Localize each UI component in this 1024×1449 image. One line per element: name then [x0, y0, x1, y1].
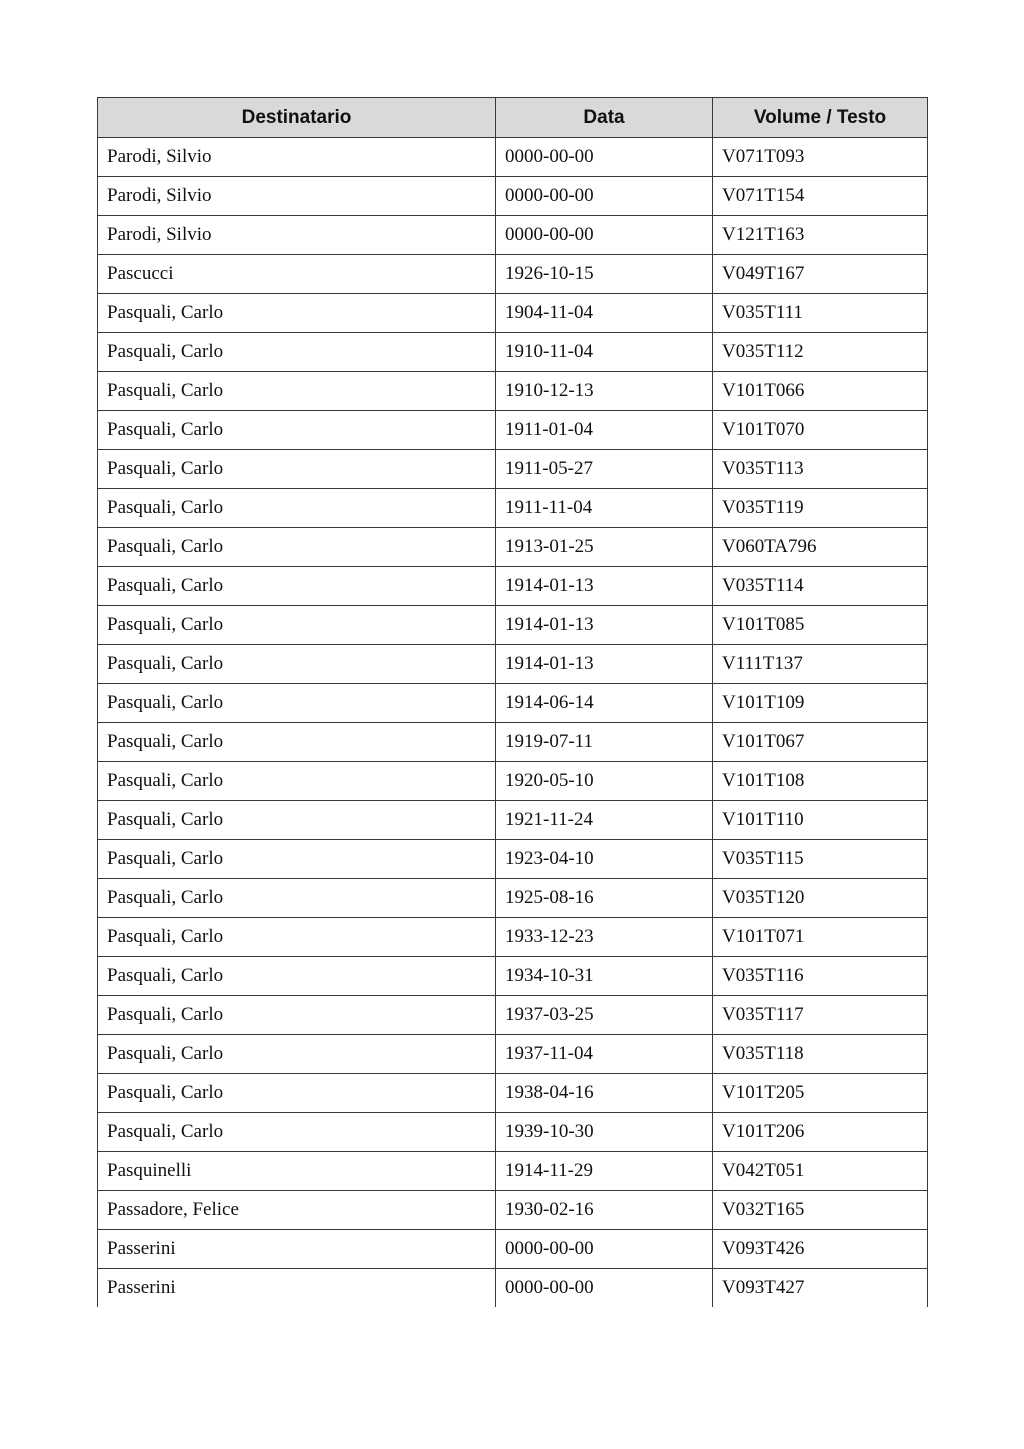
table-row [98, 567, 928, 606]
volume-text-cell: V101T071 [713, 918, 928, 957]
date-cell: 1923-04-10 [496, 840, 713, 879]
volume-text-cell: V035T115 [713, 840, 928, 879]
date-cell: 1911-11-04 [496, 489, 713, 528]
recipient-cell: Parodi, Silvio [98, 177, 496, 216]
table-row [98, 333, 928, 372]
volume-text-cell: V101T108 [713, 762, 928, 801]
date-cell: 1937-11-04 [496, 1035, 713, 1074]
table-row [98, 762, 928, 801]
recipient-cell: Pasquinelli [98, 1152, 496, 1191]
recipient-cell: Pasquali, Carlo [98, 489, 496, 528]
column-header-destinatario: Destinatario [98, 98, 496, 138]
table-row [98, 1152, 928, 1191]
table-row [98, 723, 928, 762]
volume-text-cell: V035T118 [713, 1035, 928, 1074]
table-row [98, 411, 928, 450]
recipient-cell: Pasquali, Carlo [98, 918, 496, 957]
recipient-cell: Pasquali, Carlo [98, 684, 496, 723]
table-row [98, 138, 928, 177]
recipient-cell: Pasquali, Carlo [98, 723, 496, 762]
table-row [98, 489, 928, 528]
date-cell: 1930-02-16 [496, 1191, 713, 1230]
table-row [98, 216, 928, 255]
date-cell: 1914-01-13 [496, 567, 713, 606]
date-cell: 1911-01-04 [496, 411, 713, 450]
table-row [98, 1035, 928, 1074]
volume-text-cell: V101T066 [713, 372, 928, 411]
date-cell: 1939-10-30 [496, 1113, 713, 1152]
recipient-cell: Pasquali, Carlo [98, 1035, 496, 1074]
table-row [98, 879, 928, 918]
recipient-cell: Pasquali, Carlo [98, 528, 496, 567]
volume-text-cell: V101T205 [713, 1074, 928, 1113]
recipient-cell: Passerini [98, 1230, 496, 1269]
table-row [98, 996, 928, 1035]
table-row [98, 606, 928, 645]
volume-text-cell: V101T070 [713, 411, 928, 450]
header-row [98, 98, 928, 138]
table-row [98, 1269, 928, 1308]
volume-text-cell: V060TA796 [713, 528, 928, 567]
table-row [98, 645, 928, 684]
recipient-cell: Pasquali, Carlo [98, 1113, 496, 1152]
recipient-cell: Pasquali, Carlo [98, 762, 496, 801]
date-cell: 1904-11-04 [496, 294, 713, 333]
volume-text-cell: V032T165 [713, 1191, 928, 1230]
table-row [98, 684, 928, 723]
recipient-cell: Pasquali, Carlo [98, 567, 496, 606]
volume-text-cell: V121T163 [713, 216, 928, 255]
volume-text-cell: V035T119 [713, 489, 928, 528]
date-cell: 1914-06-14 [496, 684, 713, 723]
recipient-cell: Pasquali, Carlo [98, 1074, 496, 1113]
date-cell: 0000-00-00 [496, 138, 713, 177]
date-cell: 0000-00-00 [496, 177, 713, 216]
volume-text-cell: V071T154 [713, 177, 928, 216]
volume-text-cell: V035T113 [713, 450, 928, 489]
date-cell: 1925-08-16 [496, 879, 713, 918]
recipient-cell: Pasquali, Carlo [98, 606, 496, 645]
table-row [98, 840, 928, 879]
table-row [98, 1074, 928, 1113]
date-cell: 1933-12-23 [496, 918, 713, 957]
date-cell: 1914-11-29 [496, 1152, 713, 1191]
volume-text-cell: V049T167 [713, 255, 928, 294]
date-cell: 1911-05-27 [496, 450, 713, 489]
volume-text-cell: V042T051 [713, 1152, 928, 1191]
table-row [98, 294, 928, 333]
recipient-cell: Pasquali, Carlo [98, 333, 496, 372]
volume-text-cell: V101T109 [713, 684, 928, 723]
table-row [98, 1113, 928, 1152]
date-cell: 0000-00-00 [496, 1269, 713, 1308]
date-cell: 1910-12-13 [496, 372, 713, 411]
letters-index-table [97, 97, 928, 1307]
volume-text-cell: V035T117 [713, 996, 928, 1035]
recipient-cell: Pasquali, Carlo [98, 294, 496, 333]
recipient-cell: Pasquali, Carlo [98, 411, 496, 450]
volume-text-cell: V035T120 [713, 879, 928, 918]
table-body [98, 138, 928, 1308]
volume-text-cell: V101T110 [713, 801, 928, 840]
date-cell: 1921-11-24 [496, 801, 713, 840]
date-cell: 1938-04-16 [496, 1074, 713, 1113]
recipient-cell: Pascucci [98, 255, 496, 294]
date-cell: 1910-11-04 [496, 333, 713, 372]
recipient-cell: Pasquali, Carlo [98, 879, 496, 918]
recipient-cell: Parodi, Silvio [98, 138, 496, 177]
date-cell: 0000-00-00 [496, 216, 713, 255]
recipient-cell: Pasquali, Carlo [98, 450, 496, 489]
volume-text-cell: V035T112 [713, 333, 928, 372]
volume-text-cell: V035T111 [713, 294, 928, 333]
table-row [98, 177, 928, 216]
recipient-cell: Passadore, Felice [98, 1191, 496, 1230]
recipient-cell: Parodi, Silvio [98, 216, 496, 255]
table-row [98, 918, 928, 957]
date-cell: 1913-01-25 [496, 528, 713, 567]
volume-text-cell: V035T114 [713, 567, 928, 606]
recipient-cell: Pasquali, Carlo [98, 957, 496, 996]
recipient-cell: Passerini [98, 1269, 496, 1308]
table-row [98, 1191, 928, 1230]
table-row [98, 801, 928, 840]
date-cell: 1934-10-31 [496, 957, 713, 996]
date-cell: 1914-01-13 [496, 606, 713, 645]
table-row [98, 255, 928, 294]
recipient-cell: Pasquali, Carlo [98, 372, 496, 411]
volume-text-cell: V071T093 [713, 138, 928, 177]
volume-text-cell: V093T427 [713, 1269, 928, 1308]
volume-text-cell: V101T067 [713, 723, 928, 762]
recipient-cell: Pasquali, Carlo [98, 645, 496, 684]
date-cell: 1914-01-13 [496, 645, 713, 684]
volume-text-cell: V101T085 [713, 606, 928, 645]
date-cell: 1920-05-10 [496, 762, 713, 801]
column-header-data: Data [496, 98, 713, 138]
table-row [98, 957, 928, 996]
table-row [98, 372, 928, 411]
table-row [98, 450, 928, 489]
volume-text-cell: V111T137 [713, 645, 928, 684]
volume-text-cell: V101T206 [713, 1113, 928, 1152]
table-row [98, 1230, 928, 1269]
date-cell: 1926-10-15 [496, 255, 713, 294]
table-row [98, 528, 928, 567]
volume-text-cell: V035T116 [713, 957, 928, 996]
table-header [98, 98, 928, 138]
column-header-volume-testo: Volume / Testo [713, 98, 928, 138]
date-cell: 0000-00-00 [496, 1230, 713, 1269]
recipient-cell: Pasquali, Carlo [98, 996, 496, 1035]
recipient-cell: Pasquali, Carlo [98, 840, 496, 879]
date-cell: 1937-03-25 [496, 996, 713, 1035]
volume-text-cell: V093T426 [713, 1230, 928, 1269]
date-cell: 1919-07-11 [496, 723, 713, 762]
recipient-cell: Pasquali, Carlo [98, 801, 496, 840]
